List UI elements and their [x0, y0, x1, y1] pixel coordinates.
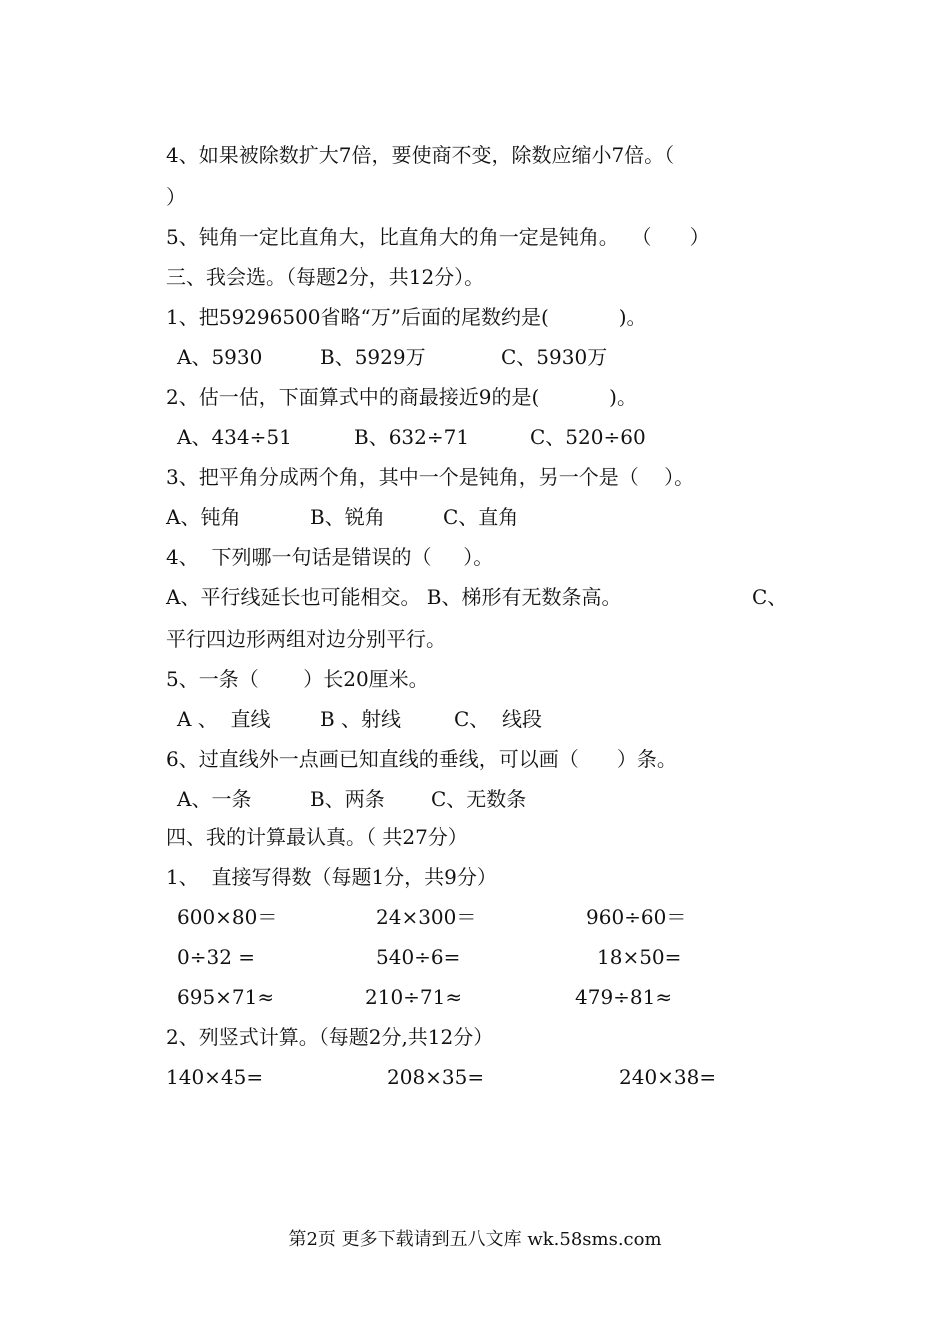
choice-question-1: 1、把59296500省略“万”后面的尾数约是( )。: [166, 305, 647, 329]
oral-calc-item: 0÷32 =: [177, 945, 256, 969]
section-3-heading: 三、我会选。（每题2分，共12分）。: [166, 265, 485, 289]
choice-question-4: 4、 下列哪一句话是错误的（ ）。: [166, 545, 494, 569]
oral-calc-item: 18×50=: [597, 945, 682, 969]
page-footer: 第2页 更多下载请到五八文库 wk.58sms.com: [288, 1229, 662, 1250]
choice-question-4-options-ab: A、平行线延长也可能相交。 B、梯形有无数条高。: [166, 585, 622, 609]
choice-question-5-option-c: C、 线段: [454, 707, 543, 731]
true-false-question-4: 4、如果被除数扩大7倍，要使商不变，除数应缩小7倍。（: [166, 143, 675, 167]
choice-question-3: 3、把平角分成两个角，其中一个是钝角，另一个是（ ）。: [166, 465, 695, 489]
choice-question-3-option-a: A、钝角: [166, 505, 241, 529]
choice-question-4-option-c-text: 平行四边形两组对边分别平行。: [166, 627, 446, 651]
choice-question-1-option-c: C、5930万: [501, 345, 608, 369]
oral-calc-item: 540÷6=: [376, 945, 461, 969]
oral-calc-item: 695×71≈: [177, 985, 275, 1009]
choice-question-4-option-c-label: C、: [752, 585, 788, 609]
choice-question-3-option-b: B、锐角: [310, 505, 385, 529]
section-4-part-1-title: 1、 直接写得数（每题1分，共9分）: [166, 865, 497, 889]
section-4-heading: 四、我的计算最认真。（ 共27分）: [166, 825, 468, 849]
choice-question-2-option-a: A、434÷51: [177, 425, 292, 449]
choice-question-6: 6、过直线外一点画已知直线的垂线，可以画（ ）条。: [166, 747, 677, 771]
choice-question-6-option-b: B、两条: [310, 787, 385, 811]
choice-question-1-option-a: A、5930: [177, 345, 263, 369]
section-4-part-2-title: 2、列竖式计算。（每题2分,共12分）: [166, 1025, 494, 1049]
choice-question-5-option-a: A 、 直线: [177, 707, 271, 731]
oral-calc-item: 600×80＝: [177, 905, 278, 929]
true-false-question-4-close: ）: [166, 185, 186, 209]
oral-calc-item: 24×300＝: [376, 905, 477, 929]
choice-question-6-option-c: C、无数条: [431, 787, 527, 811]
choice-question-2-option-c: C、520÷60: [530, 425, 646, 449]
choice-question-6-option-a: A、一条: [177, 787, 252, 811]
choice-question-2-option-b: B、632÷71: [354, 425, 470, 449]
true-false-question-5: 5、钝角一定比直角大，比直角大的角一定是钝角。 （ ）: [166, 225, 710, 249]
choice-question-5-option-b: B 、射线: [320, 707, 402, 731]
oral-calc-item: 960÷60＝: [586, 905, 687, 929]
choice-question-1-option-b: B、5929万: [320, 345, 426, 369]
oral-calc-item: 479÷81≈: [575, 985, 673, 1009]
choice-question-5: 5、一条（ ）长20厘米。: [166, 667, 429, 691]
vertical-calc-item: 140×45=: [166, 1065, 264, 1089]
choice-question-3-option-c: C、直角: [443, 505, 519, 529]
choice-question-2: 2、估一估，下面算式中的商最接近9的是( )。: [166, 385, 637, 409]
oral-calc-item: 210÷71≈: [365, 985, 463, 1009]
vertical-calc-item: 240×38=: [619, 1065, 717, 1089]
vertical-calc-item: 208×35=: [387, 1065, 485, 1089]
